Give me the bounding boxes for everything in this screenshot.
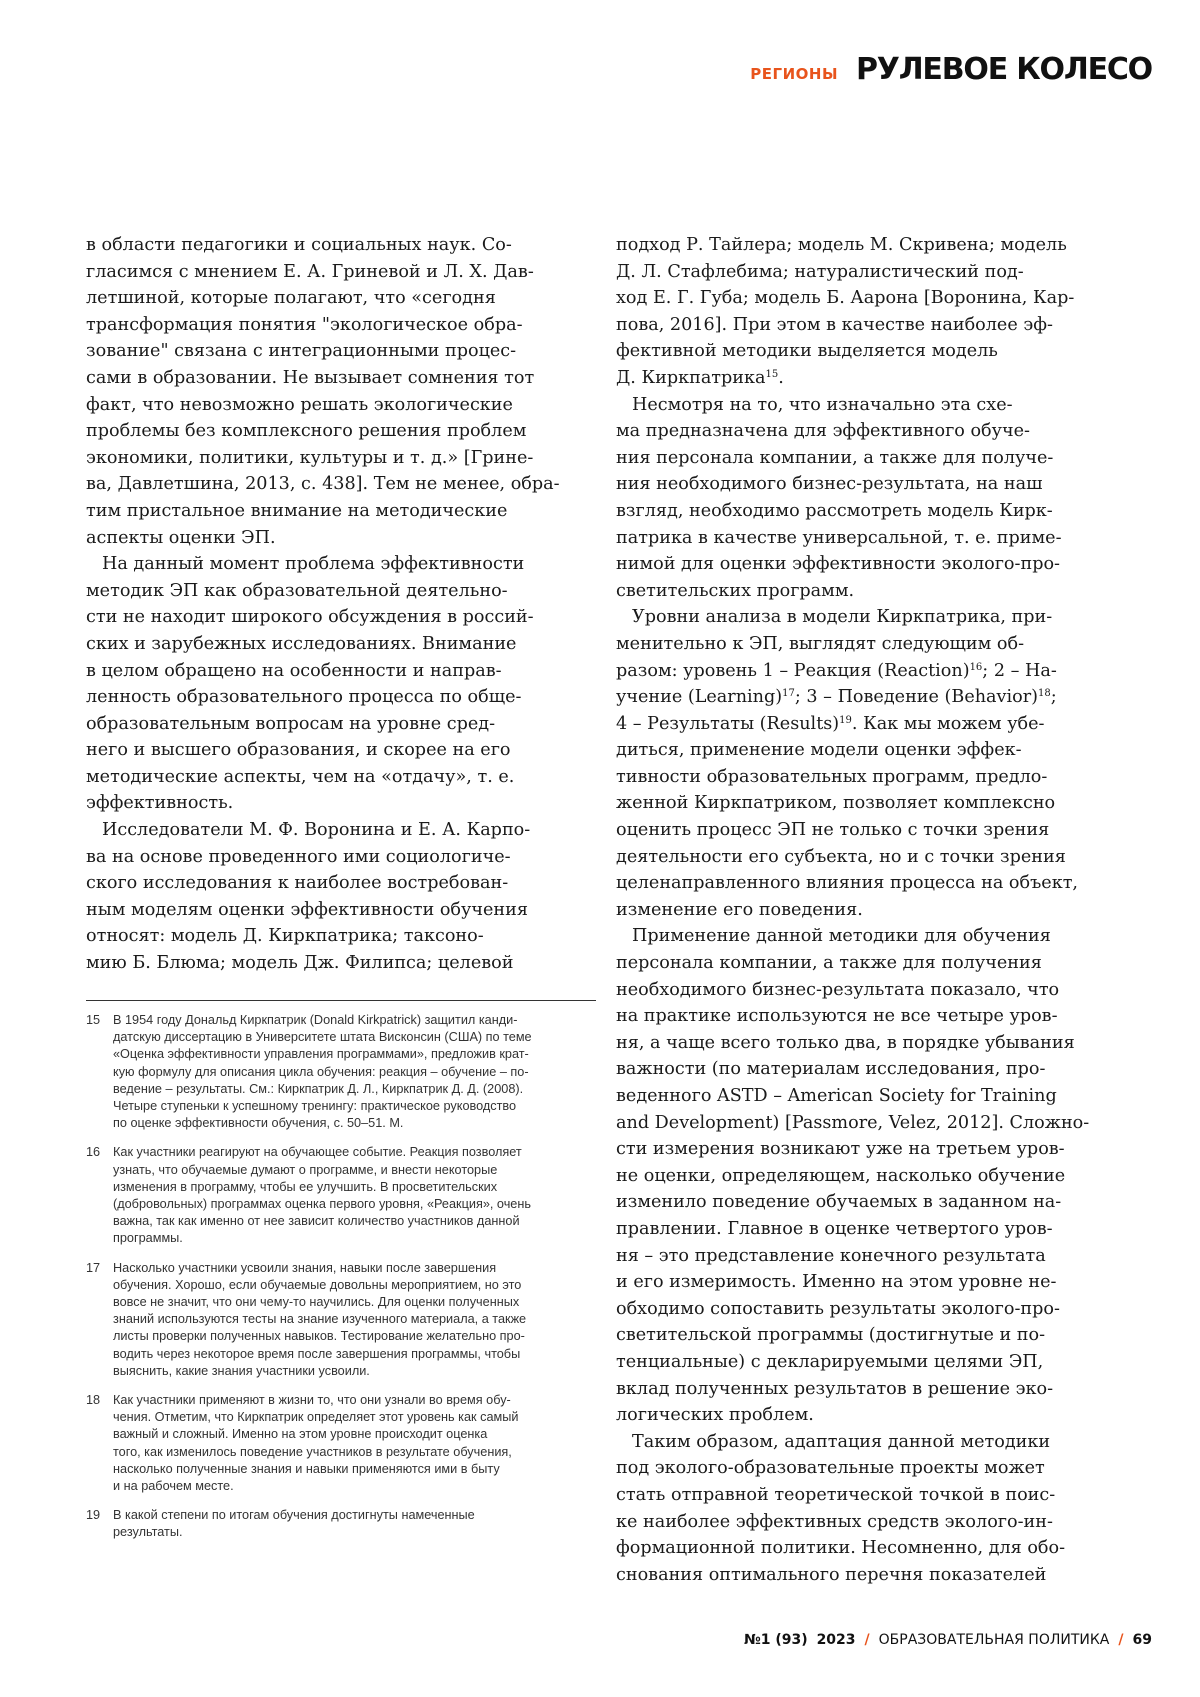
footnote xyxy=(86,1012,598,1132)
text-line xyxy=(86,259,598,286)
text-line xyxy=(86,817,598,844)
text-line xyxy=(616,1482,1128,1509)
line-text: не оценки, определяющем, насколько обучение xyxy=(616,1166,1065,1186)
line-text: изменило поведение обучаемых в заданном на- xyxy=(616,1192,1061,1212)
line-text: и его измеримость. Именно на этом уровне не- xyxy=(616,1272,1056,1292)
text-line xyxy=(616,1455,1128,1482)
line-text: персонала компании, а также для получения xyxy=(616,953,1042,973)
text-line xyxy=(616,1376,1128,1403)
text-line xyxy=(616,418,1128,445)
line-text: изменение его поведения. xyxy=(616,900,863,920)
text-line xyxy=(616,870,1128,897)
text-line xyxy=(86,392,598,419)
footnote-ref: 18 xyxy=(1038,688,1051,699)
footnote-line: выяснить, какие знания участники усвоили. xyxy=(113,1363,598,1380)
footnote-line: Четыре ступеньки к успешному тренингу: практическое руководство xyxy=(113,1098,598,1115)
text-line xyxy=(616,1296,1128,1323)
text-line xyxy=(616,1509,1128,1536)
text-line xyxy=(616,312,1128,339)
text-line xyxy=(616,1163,1128,1190)
line-text: вклад полученных результатов в решение эко- xyxy=(616,1379,1053,1399)
line-text: проблемы без комплексного решения проблем xyxy=(86,421,526,441)
text-line xyxy=(86,790,598,817)
text-line xyxy=(616,631,1128,658)
text-line xyxy=(616,684,1128,711)
line-text: сти измерения возникают уже на третьем уров- xyxy=(616,1139,1065,1159)
line-text: стать отправной теоретической точкой в поис- xyxy=(616,1485,1055,1505)
text-line xyxy=(86,232,598,259)
text-line xyxy=(86,551,598,578)
text-line xyxy=(86,471,598,498)
footnote-line: листы проверки полученных навыков. Тестирование желательно про- xyxy=(113,1328,598,1345)
right-text-column xyxy=(616,232,1128,1588)
text-line xyxy=(616,525,1128,552)
line-text: относят: модель Д. Киркпатрика; таксоно- xyxy=(86,926,484,946)
footnote xyxy=(86,1260,598,1380)
footnote-line: Насколько участники усвоили знания, навыки после завершения xyxy=(113,1260,598,1277)
text-line xyxy=(616,498,1128,525)
footnote-divider xyxy=(86,1000,596,1001)
line-text: пова, 2016]. При этом в качестве наиболее эф- xyxy=(616,315,1053,335)
text-line xyxy=(616,1003,1128,1030)
text-line xyxy=(616,285,1128,312)
footnotes xyxy=(86,1012,598,1554)
footnote xyxy=(86,1144,598,1247)
footnote-number: 17 xyxy=(86,1260,113,1380)
footnote xyxy=(86,1392,598,1495)
line-text: него и высшего образования, и скорее на его xyxy=(86,740,511,760)
line-text: нимой для оценки эффективности эколого-про- xyxy=(616,554,1060,574)
line-text: ход Е. Г. Губа; модель Б. Аарона [Воронина, Кар- xyxy=(616,288,1074,308)
text-line xyxy=(616,1110,1128,1137)
text-line xyxy=(616,1269,1128,1296)
line-text: взгляд, необходимо рассмотреть модель Кирк- xyxy=(616,501,1053,521)
text-line xyxy=(616,471,1128,498)
line-text: аспекты оценки ЭП. xyxy=(86,528,276,548)
text-line xyxy=(616,1056,1128,1083)
text-line xyxy=(86,498,598,525)
text-line xyxy=(86,338,598,365)
footnote-line: Как участники применяют в жизни то, что они узнали во время обу- xyxy=(113,1392,598,1409)
line-text: веденного ASTD – American Society for Training xyxy=(616,1086,1057,1106)
line-text: формационной политики. Несомненно, для обо- xyxy=(616,1538,1065,1558)
text-line xyxy=(86,578,598,605)
line-text: правлении. Главное в оценке четвертого уров- xyxy=(616,1219,1053,1239)
footnote-line: «Оценка эффективности управления программами», предложив крат- xyxy=(113,1046,598,1063)
footnote-line: вовсе не значит, что они чему-то научились. Для оценки полученных xyxy=(113,1294,598,1311)
line-text: оценить процесс ЭП не только с точки зрения xyxy=(616,820,1049,840)
line-text: важности (по материалам исследования, про- xyxy=(616,1059,1045,1079)
line-text: ва, Давлетшина, 2013, с. 438]. Тем не менее, обра- xyxy=(86,474,560,494)
line-text: гласимся с мнением Е. А. Гриневой и Л. Х. Дав- xyxy=(86,262,534,282)
line-text: сти не находит широкого обсуждения в россий- xyxy=(86,607,534,627)
footnote-number: 16 xyxy=(86,1144,113,1247)
line-text: патрика в качестве универсальной, т. е. приме- xyxy=(616,528,1062,548)
footnote-ref: 19 xyxy=(839,715,852,726)
line-text: разом: уровень 1 – Реакция (Reaction) xyxy=(616,661,970,681)
text-line xyxy=(86,897,598,924)
text-line xyxy=(616,923,1128,950)
line-text: Исследователи М. Ф. Воронина и Е. А. Карпо- xyxy=(102,820,530,840)
line-text: . xyxy=(778,368,784,388)
text-line xyxy=(86,950,598,977)
issue-year: 2023 xyxy=(817,1632,856,1648)
text-line xyxy=(86,525,598,552)
text-line xyxy=(616,1322,1128,1349)
footnote-text xyxy=(113,1260,598,1380)
page-number: 69 xyxy=(1133,1632,1152,1648)
text-line xyxy=(616,259,1128,286)
text-line xyxy=(616,897,1128,924)
footnote-line: результаты. xyxy=(113,1524,598,1541)
footnote-line: важный и сложный. Именно на этом уровне происходит оценка xyxy=(113,1426,598,1443)
text-line xyxy=(86,658,598,685)
line-text: целенаправленного влияния процесса на объект, xyxy=(616,873,1078,893)
line-text: обходимо сопоставить результаты эколого-про- xyxy=(616,1299,1060,1319)
footnote-line: обучения. Хорошо, если обучаемые довольны мероприятием, но это xyxy=(113,1277,598,1294)
text-line xyxy=(86,365,598,392)
footnote-line: ведение – результаты. См.: Киркпатрик Д. Л., Киркпатрик Д. Д. (2008). xyxy=(113,1081,598,1098)
text-line xyxy=(86,923,598,950)
text-line xyxy=(616,1030,1128,1057)
issue-number: №1 (93) xyxy=(744,1632,808,1648)
text-line xyxy=(616,817,1128,844)
footnote-ref: 16 xyxy=(970,662,983,673)
footnote-text xyxy=(113,1392,598,1495)
footnote-line: датскую диссертацию в Университете штата Висконсин (США) по теме xyxy=(113,1029,598,1046)
footnote-line: насколько полученные знания и навыки применяются ими в быту xyxy=(113,1461,598,1478)
footnote-line: и на рабочем месте. xyxy=(113,1478,598,1495)
line-text: ным моделям оценки эффективности обучения xyxy=(86,900,528,920)
line-text: эффективность. xyxy=(86,793,233,813)
line-text: светительских программ. xyxy=(616,581,854,601)
line-text: ского исследования к наиболее востребован- xyxy=(86,873,508,893)
line-text: методик ЭП как образовательной деятельно- xyxy=(86,581,508,601)
line-text: тенциальные) с декларируемыми целями ЭП, xyxy=(616,1352,1043,1372)
text-line xyxy=(616,1402,1128,1429)
left-text-column xyxy=(86,232,598,977)
line-text: ня – это представление конечного результата xyxy=(616,1246,1046,1266)
section-label: РЕГИОНЫ xyxy=(750,65,838,83)
line-text: ; 2 – На- xyxy=(982,661,1056,681)
line-text: тивности образовательных программ, предло- xyxy=(616,767,1047,787)
line-text: снования оптимального перечня показателей xyxy=(616,1565,1046,1585)
footnote-line: В 1954 году Дональд Киркпатрик (Donald Kirkpatrick) защитил канди- xyxy=(113,1012,598,1029)
text-line xyxy=(86,445,598,472)
line-text: Таким образом, адаптация данной методики xyxy=(632,1432,1050,1452)
running-header xyxy=(750,52,1152,87)
text-line xyxy=(616,1535,1128,1562)
text-line xyxy=(616,445,1128,472)
footnote-line: по оценке эффективности обучения, с. 50–51. М. xyxy=(113,1115,598,1132)
footnote-line: В какой степени по итогам обучения достигнуты намеченные xyxy=(113,1507,598,1524)
line-text: в целом обращено на особенности и направ- xyxy=(86,661,502,681)
page-footer xyxy=(744,1632,1152,1648)
text-line xyxy=(616,1136,1128,1163)
text-line xyxy=(616,365,1128,392)
line-text: ленность образовательного процесса по обще- xyxy=(86,687,521,707)
footnote-line: (добровольных) программах оценка первого уровня, «Реакция», очень xyxy=(113,1196,598,1213)
text-line xyxy=(616,551,1128,578)
text-line xyxy=(86,844,598,871)
footnote-line: водить через некоторое время после завершения программы, чтобы xyxy=(113,1346,598,1363)
footnote-text xyxy=(113,1144,598,1247)
line-text: ния необходимого бизнес-результата, на наш xyxy=(616,474,1042,494)
line-text: летшиной, которые полагают, что «сегодня xyxy=(86,288,496,308)
line-text: Д. Киркпатрика xyxy=(616,368,766,388)
text-line xyxy=(616,338,1128,365)
footnote-line: программы. xyxy=(113,1230,598,1247)
text-line xyxy=(616,1216,1128,1243)
text-line xyxy=(616,232,1128,259)
line-text: экономики, политики, культуры и т. д.» [Грине- xyxy=(86,448,533,468)
line-text: мию Б. Блюма; модель Дж. Филипса; целевой xyxy=(86,953,513,973)
text-line xyxy=(616,392,1128,419)
line-text: методические аспекты, чем на «отдачу», т. е. xyxy=(86,767,514,787)
line-text: светительской программы (достигнутые и по- xyxy=(616,1325,1045,1345)
footnote-line: кую формулу для описания цикла обучения: реакция – обучение – по- xyxy=(113,1064,598,1081)
line-text: ; xyxy=(1051,687,1057,707)
footer-slash: / xyxy=(1118,1632,1123,1648)
line-text: ния персонала компании, а также для получе- xyxy=(616,448,1053,468)
text-line xyxy=(616,950,1128,977)
line-text: под эколого-образовательные проекты может xyxy=(616,1458,1045,1478)
text-line xyxy=(86,764,598,791)
text-line xyxy=(616,578,1128,605)
line-text: and Development) [Passmore, Velez, 2012]. Сложно- xyxy=(616,1113,1089,1133)
footnote-line: чения. Отметим, что Киркпатрик определяет этот уровень как самый xyxy=(113,1409,598,1426)
line-text: Д. Л. Стафлебима; натуралистический под- xyxy=(616,262,1024,282)
text-line xyxy=(616,1083,1128,1110)
line-text: в области педагогики и социальных наук. Со- xyxy=(86,235,512,255)
line-text: сами в образовании. Не вызывает сомнения тот xyxy=(86,368,534,388)
text-line xyxy=(616,1189,1128,1216)
footnote-line: изменения в программу, чтобы ее улучшить. В просветительских xyxy=(113,1179,598,1196)
footer-slash: / xyxy=(865,1632,870,1648)
line-text: логических проблем. xyxy=(616,1405,814,1425)
text-line xyxy=(86,737,598,764)
footnote-text xyxy=(113,1012,598,1132)
footnote-line: знаний используются тесты на знание изученного материала, а также xyxy=(113,1311,598,1328)
text-line xyxy=(616,1349,1128,1376)
footnote-ref: 15 xyxy=(766,369,779,380)
line-text: женной Киркпатриком, позволяет комплексно xyxy=(616,793,1055,813)
footnote-line: того, как изменилось поведение участников в результате обучения, xyxy=(113,1444,598,1461)
line-text: деятельности его субъекта, но и с точки зрения xyxy=(616,847,1066,867)
line-text: менительно к ЭП, выглядят следующим об- xyxy=(616,634,1024,654)
line-text: подход Р. Тайлера; модель М. Скривена; модель xyxy=(616,235,1067,255)
line-text: учение (Learning) xyxy=(616,687,782,707)
line-text: фективной методики выделяется модель xyxy=(616,341,998,361)
line-text: диться, применение модели оценки эффек- xyxy=(616,740,1022,760)
line-text: тим пристальное внимание на методические xyxy=(86,501,507,521)
line-text: Несмотря на то, что изначально эта схе- xyxy=(632,395,1013,415)
text-line xyxy=(616,764,1128,791)
footnote-line: узнать, что обучаемые думают о программе, и внести некоторые xyxy=(113,1162,598,1179)
line-text: необходимого бизнес-результата показало, что xyxy=(616,980,1059,1000)
text-line xyxy=(616,604,1128,631)
text-line xyxy=(86,604,598,631)
line-text: ских и зарубежных исследованиях. Внимание xyxy=(86,634,516,654)
line-text: зование" связана с интеграционными процес- xyxy=(86,341,516,361)
text-line xyxy=(86,711,598,738)
text-line xyxy=(86,631,598,658)
text-line xyxy=(616,711,1128,738)
line-text: факт, что невозможно решать экологические xyxy=(86,395,513,415)
text-line xyxy=(86,684,598,711)
footnote-ref: 17 xyxy=(782,688,795,699)
text-line xyxy=(616,1562,1128,1589)
text-line xyxy=(616,844,1128,871)
rubric-title: РУЛЕВОЕ КОЛЕСО xyxy=(856,52,1152,87)
line-text: На данный момент проблема эффективности xyxy=(102,554,524,574)
text-line xyxy=(616,737,1128,764)
text-line xyxy=(86,418,598,445)
line-text: ня, а чаще всего только два, в порядке убывания xyxy=(616,1033,1075,1053)
footnote-number: 18 xyxy=(86,1392,113,1495)
footnote-number: 15 xyxy=(86,1012,113,1132)
text-line xyxy=(86,285,598,312)
line-text: Уровни анализа в модели Киркпатрика, при- xyxy=(632,607,1052,627)
footnote-line: важна, так как именно от нее зависит количество участников данной xyxy=(113,1213,598,1230)
journal-name: ОБРАЗОВАТЕЛЬНАЯ ПОЛИТИКА xyxy=(879,1632,1110,1648)
footnote-number: 19 xyxy=(86,1507,113,1541)
footnote-line: Как участники реагируют на обучающее событие. Реакция позволяет xyxy=(113,1144,598,1161)
footnote-text xyxy=(113,1507,598,1541)
text-line xyxy=(86,870,598,897)
line-text: на практике используются не все четыре уров- xyxy=(616,1006,1058,1026)
text-line xyxy=(616,658,1128,685)
line-text: ма предназначена для эффективного обуче- xyxy=(616,421,1030,441)
line-text: 4 – Результаты (Results) xyxy=(616,714,839,734)
line-text: ва на основе проведенного ими социологиче- xyxy=(86,847,511,867)
text-line xyxy=(86,312,598,339)
text-line xyxy=(616,1429,1128,1456)
line-text: трансформация понятия "экологическое обра- xyxy=(86,315,523,335)
line-text: ; 3 – Поведение (Behavior) xyxy=(795,687,1038,707)
line-text: ке наиболее эффективных средств эколого-ин- xyxy=(616,1512,1053,1532)
text-line xyxy=(616,977,1128,1004)
text-line xyxy=(616,1243,1128,1270)
text-line xyxy=(616,790,1128,817)
line-text: . Как мы можем убе- xyxy=(852,714,1045,734)
line-text: Применение данной методики для обучения xyxy=(632,926,1051,946)
line-text: образовательным вопросам на уровне сред- xyxy=(86,714,495,734)
footnote xyxy=(86,1507,598,1541)
